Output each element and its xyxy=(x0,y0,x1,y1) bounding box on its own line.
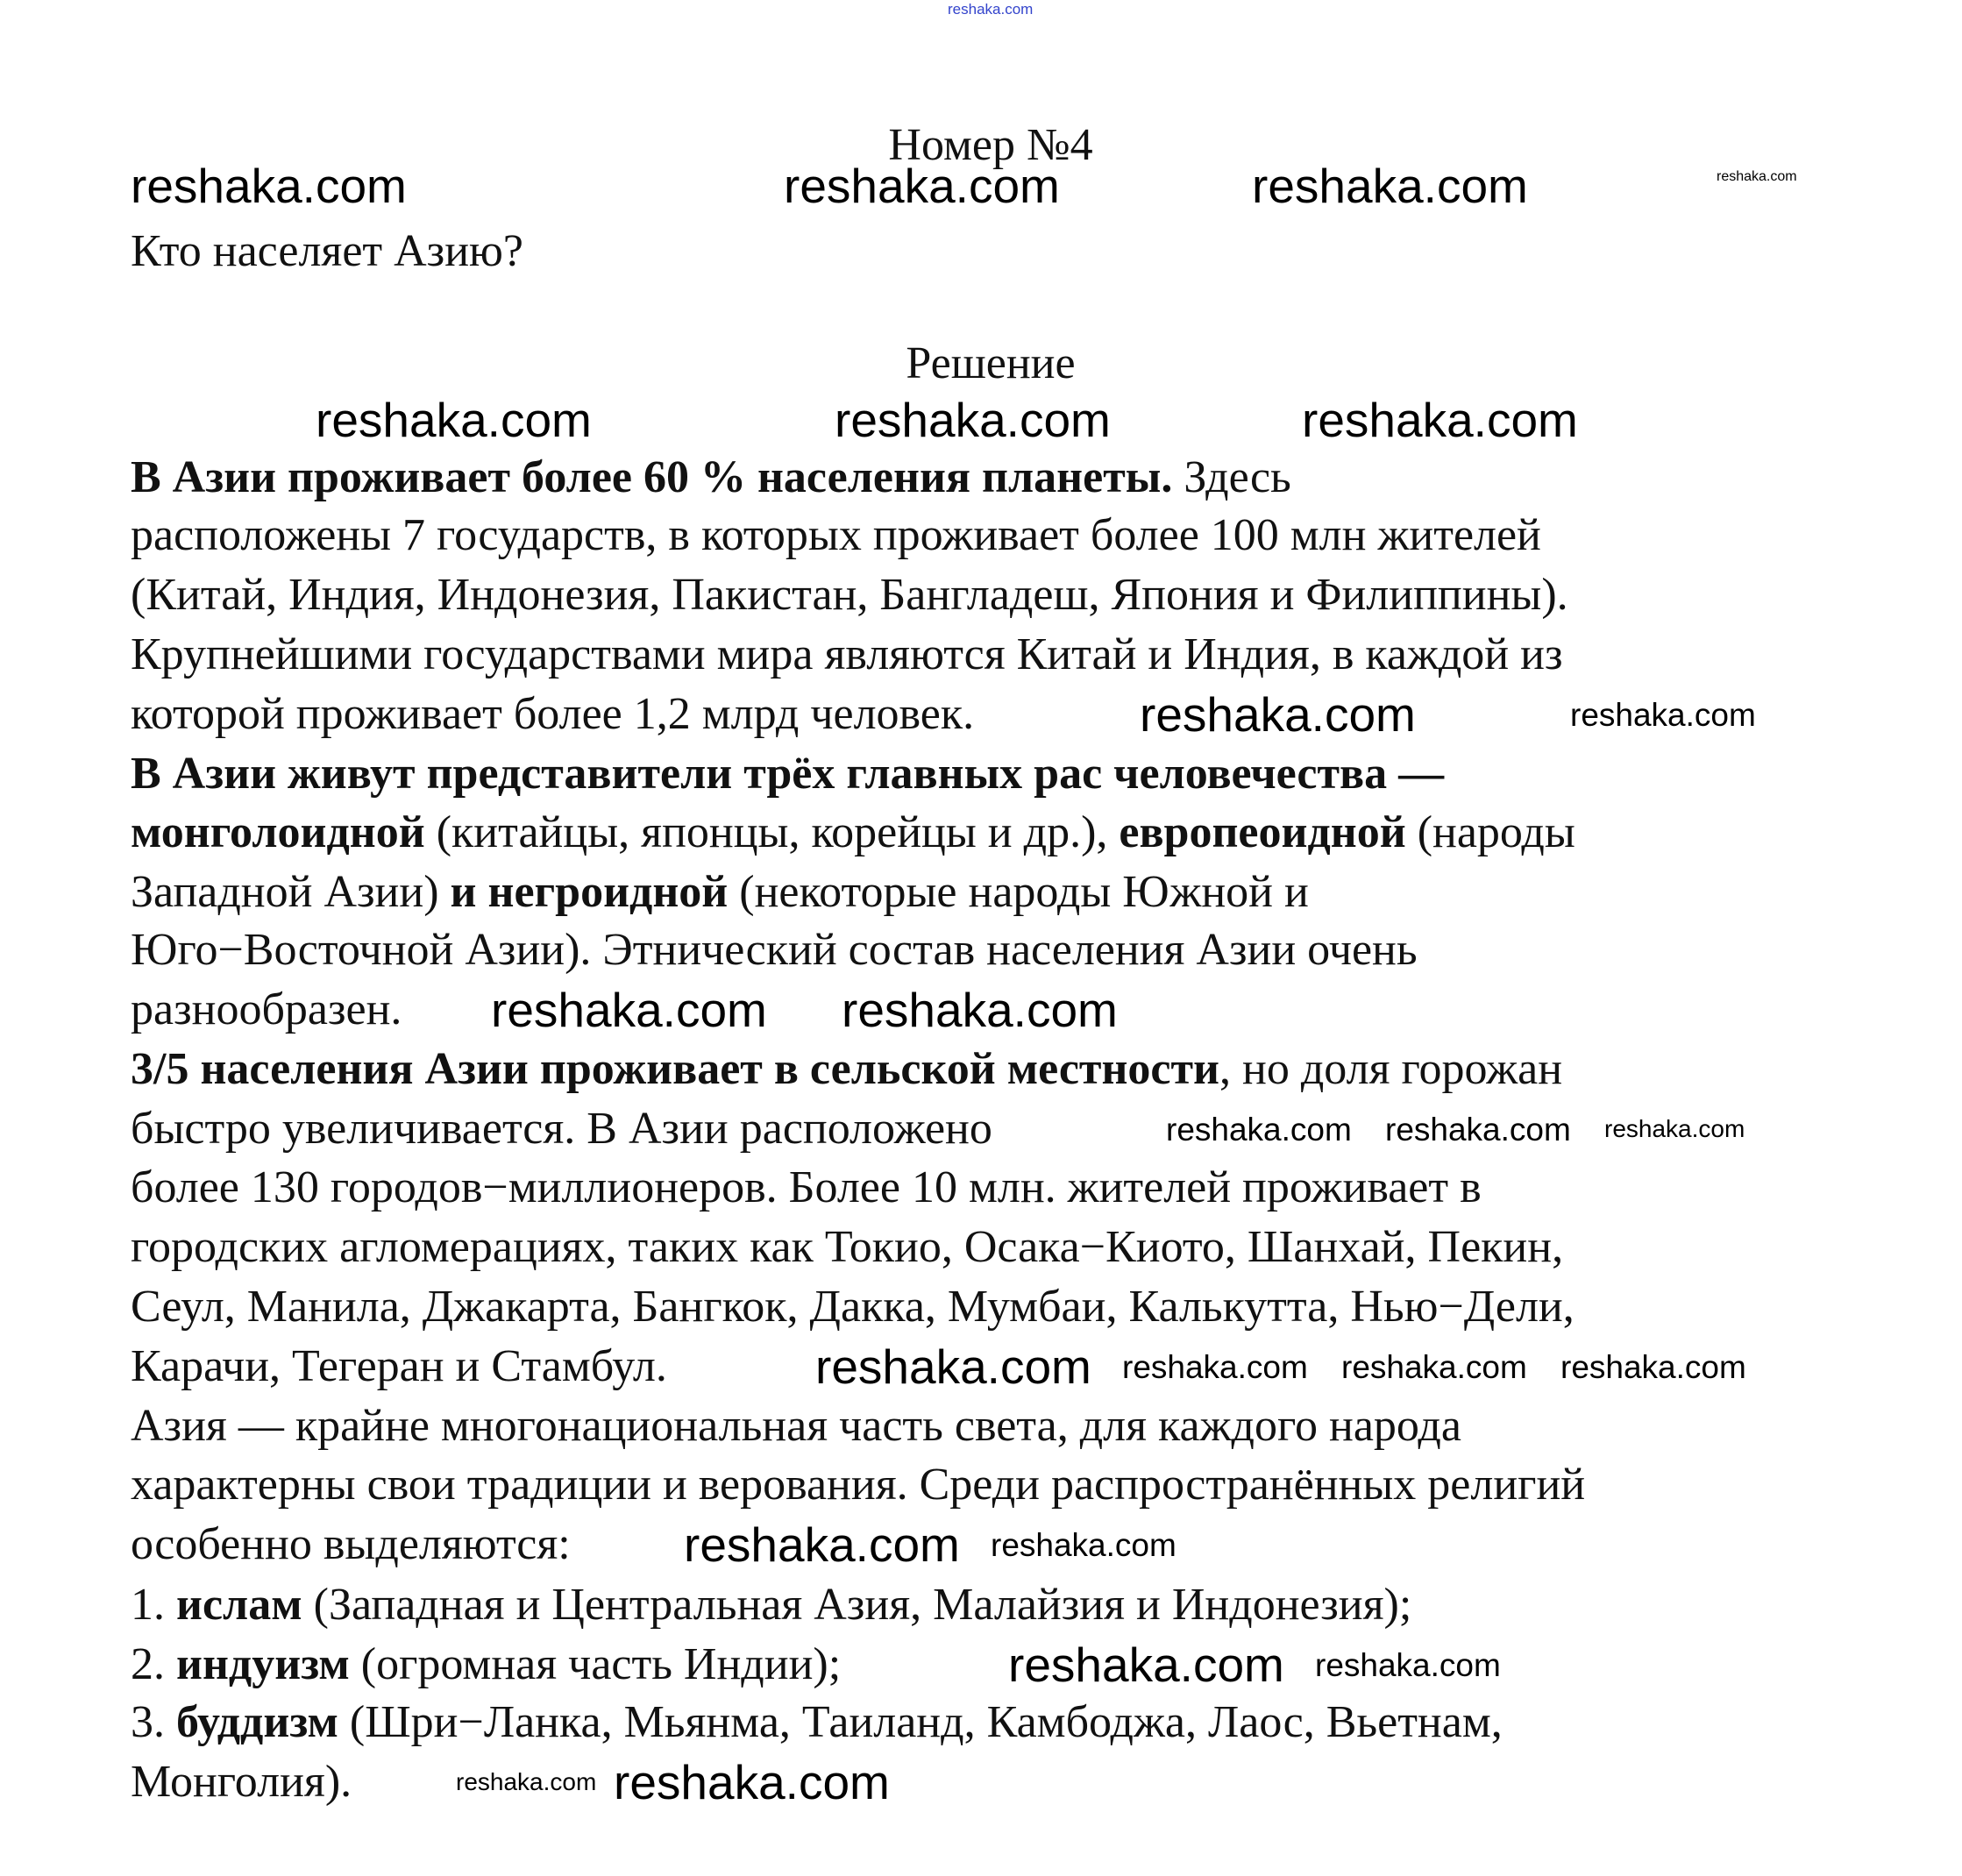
text: расположены 7 государств, в которых проживает более 100 млн жителей xyxy=(131,510,1541,560)
text-line xyxy=(131,1756,352,1808)
text-line xyxy=(131,1696,1503,1749)
watermark: reshaka.com xyxy=(1560,1349,1746,1385)
text-line xyxy=(131,866,1309,919)
watermark: reshaka.com xyxy=(1166,1112,1352,1148)
watermark: reshaka.com xyxy=(684,1517,960,1572)
watermark: reshaka.com xyxy=(614,1755,890,1809)
text: 3. xyxy=(131,1697,176,1747)
watermark: reshaka.com xyxy=(491,983,767,1037)
text: (китайцы, японцы, корейцы и др.), xyxy=(424,807,1120,857)
text-line xyxy=(131,984,402,1036)
text: разнообразен. xyxy=(131,984,402,1034)
text-line xyxy=(131,1400,1461,1453)
text-line xyxy=(131,1162,1482,1214)
text-line xyxy=(131,509,1541,562)
text-line xyxy=(131,1518,571,1571)
text-line xyxy=(131,748,1444,800)
watermark: reshaka.com xyxy=(1008,1638,1284,1692)
text: (Шри−Ланка, Мьянма, Таиланд, Камбоджа, Лаос, Вьетнам, xyxy=(338,1697,1503,1747)
watermark: reshaka.com xyxy=(131,159,407,213)
question: Кто населяет Азию? xyxy=(131,226,523,276)
watermark: reshaka.com xyxy=(991,1527,1176,1563)
text: Западной Азии) xyxy=(131,867,451,917)
watermark: reshaka.com xyxy=(1302,393,1578,447)
watermark: reshaka.com xyxy=(842,983,1118,1037)
bold-text: В Азии живут представители трёх главных рас человечества — xyxy=(131,749,1445,799)
text-line xyxy=(131,451,1291,504)
watermark: reshaka.com xyxy=(456,1768,597,1795)
watermark: reshaka.com xyxy=(1252,159,1528,213)
text: Монголия). xyxy=(131,1757,352,1807)
bold-text: монголоидной xyxy=(131,807,425,857)
text: (народы xyxy=(1405,807,1575,857)
watermark: reshaka.com xyxy=(1140,687,1416,742)
text: 1. xyxy=(131,1580,176,1630)
bold-text: буддизм xyxy=(176,1697,338,1747)
text: Юго−Восточной Азии). Этнический состав населения Азии очень xyxy=(131,925,1418,975)
text: Карачи, Тегеран и Стамбул. xyxy=(131,1341,667,1391)
watermark: reshaka.com xyxy=(1122,1349,1308,1385)
watermark: reshaka.com xyxy=(815,1339,1091,1394)
text-line xyxy=(131,924,1418,977)
text-line xyxy=(131,1638,841,1691)
text: 2. xyxy=(131,1639,176,1689)
text-line xyxy=(131,1043,1562,1096)
watermark: reshaka.com xyxy=(316,393,592,447)
watermark: reshaka.com xyxy=(1604,1115,1745,1142)
text-line xyxy=(131,1221,1563,1274)
text: которой проживает более 1,2 млрд человек. xyxy=(131,689,975,739)
solution-heading: Решение xyxy=(906,338,1076,388)
watermark: reshaka.com xyxy=(1717,169,1797,184)
text-line xyxy=(131,1103,992,1155)
text: особенно выделяются: xyxy=(131,1519,571,1569)
text-line xyxy=(131,1340,667,1393)
bold-text: европеоидной xyxy=(1119,807,1406,857)
text: Здесь xyxy=(1172,452,1291,502)
bold-text: 3/5 населения Азии проживает в сельской местности xyxy=(131,1044,1220,1094)
watermark: reshaka.com xyxy=(1570,697,1756,733)
text: (Китай, Индия, Индонезия, Пакистан, Бангладеш, Япония и Филиппины). xyxy=(131,570,1568,620)
text-line xyxy=(131,569,1568,622)
bold-text: индуизм xyxy=(176,1639,350,1689)
text: (огромная часть Индии); xyxy=(349,1639,842,1689)
text-line xyxy=(131,629,1563,681)
watermark: reshaka.com xyxy=(1385,1112,1571,1148)
text-line xyxy=(131,807,1575,859)
text: (некоторые народы Южной и xyxy=(728,867,1309,917)
bold-text: В Азии проживает более 60 % населения планеты. xyxy=(131,452,1173,502)
text: городских агломерациях, таких как Токио, Осака−Киото, Шанхай, Пекин, xyxy=(131,1222,1564,1272)
text: характерны свои традиции и верования. Среди распространённых религий xyxy=(131,1460,1586,1510)
page-title: Номер №4 xyxy=(888,120,1093,170)
text-line xyxy=(131,1579,1411,1631)
text: , но доля горожан xyxy=(1219,1044,1563,1094)
watermark: reshaka.com xyxy=(835,393,1111,447)
text-line xyxy=(131,1281,1575,1333)
text: более 130 городов−миллионеров. Более 10 млн. жителей проживает в xyxy=(131,1162,1482,1212)
bold-text: ислам xyxy=(176,1580,302,1630)
text: Сеул, Манила, Джакарта, Бангкок, Дакка, Мумбаи, Калькутта, Нью−Дели, xyxy=(131,1282,1575,1332)
bold-text: и негроидной xyxy=(450,867,729,917)
watermark: reshaka.com xyxy=(1341,1349,1527,1385)
text: быстро увеличивается. В Азии расположено xyxy=(131,1104,992,1154)
watermark: reshaka.com xyxy=(948,1,1034,18)
watermark: reshaka.com xyxy=(784,159,1060,213)
text: Крупнейшими государствами мира являются Китай и Индия, в каждой из xyxy=(131,629,1563,679)
text: Азия — крайне многонациональная часть света, для каждого народа xyxy=(131,1401,1461,1451)
text-line xyxy=(131,688,974,741)
text: (Западная и Центральная Азия, Малайзия и Индонезия); xyxy=(302,1580,1412,1630)
watermark: reshaka.com xyxy=(1315,1647,1501,1683)
text-line xyxy=(131,1459,1585,1511)
